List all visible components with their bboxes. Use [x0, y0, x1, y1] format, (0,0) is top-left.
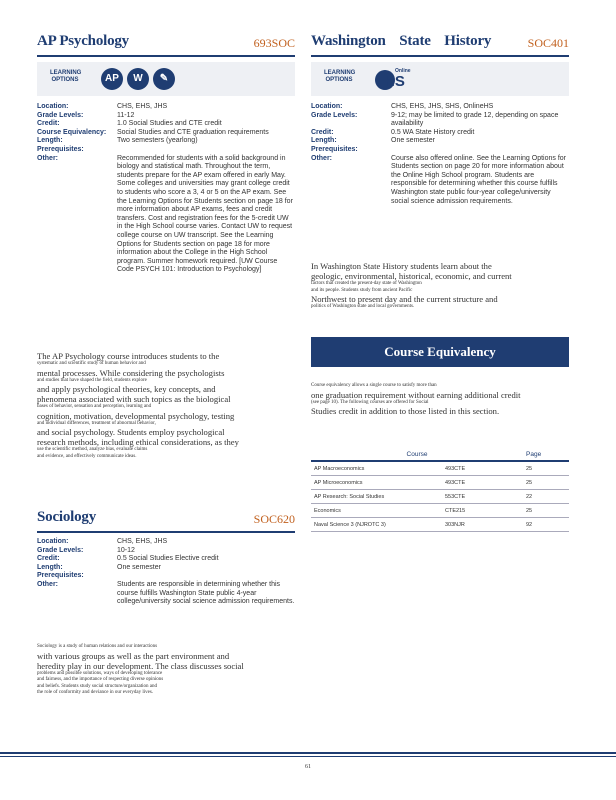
info-row [311, 103, 569, 112]
table-row [311, 476, 569, 490]
text-line: Sociology is a study of human relations and our interactions [37, 644, 158, 649]
info-value: CHS, EHS, JHS [117, 538, 168, 545]
text-line: and evidence, and effectively communicate ideas. [37, 453, 137, 459]
text-line: and studies that have shaped the field, students explore [37, 377, 147, 383]
course-name-cell: AP Research: Social Studies [311, 490, 442, 504]
course-code-cell: 553CTE [442, 490, 523, 504]
course-code-cell: 493CTE [442, 461, 523, 476]
info-label: Grade Levels: [311, 111, 358, 119]
table-header-row [311, 448, 569, 461]
course-code-cell: CTE215 [442, 504, 523, 518]
info-label: Prerequisites: [37, 145, 84, 153]
learning-options-box [311, 62, 569, 96]
text-line: The AP Psychology course introduces students to the [37, 351, 220, 361]
text-line: one graduation requirement without earning additional credit [311, 389, 521, 400]
info-label: Location: [311, 103, 343, 110]
info-row [311, 129, 569, 138]
course-code: SOC620 [253, 512, 295, 526]
page-cell: 25 [523, 476, 569, 490]
college-icon: ✎ [153, 68, 175, 90]
info-value: 9-12; may be limited to grade 12, depending on space availability [391, 111, 559, 128]
info-label: Credit: [37, 555, 60, 563]
course-code-cell: 493CTE [442, 476, 523, 490]
info-label: Grade Levels: [37, 546, 84, 554]
text-line: Northwest to present day and the current structure and [311, 294, 498, 304]
online-hs-icon: Online HS [375, 68, 415, 92]
sociology-header [37, 509, 295, 531]
learning-options-box [37, 62, 295, 96]
text-line: Studies credit in addition to those listed in this section. [311, 406, 500, 416]
course-equivalency-intro [311, 383, 569, 416]
wa-history-header [311, 33, 569, 55]
uw-icon: W [127, 68, 149, 90]
info-value: 1.0 Social Studies and CTE credit [117, 120, 222, 128]
text-line: heredity play in our development. The class discusses social [37, 660, 244, 671]
info-label: Course Equivalency: [37, 128, 107, 136]
info-row [37, 120, 295, 129]
info-label: Location: [37, 538, 69, 545]
text-line: In Washington State History students learn about the [311, 261, 492, 271]
learning-options-label: LEARNING OPTIONS [324, 70, 356, 83]
info-row [37, 547, 295, 556]
info-label: Length: [37, 563, 63, 571]
course-name-cell: Naval Science 3 (NJROTC 3) [311, 518, 442, 532]
info-value [117, 572, 295, 581]
wa-history-description [311, 261, 569, 311]
info-value: 10-12 [117, 546, 135, 554]
text-line: Course equivalency allows a single course to satisfy more than [311, 383, 437, 388]
ap-psych-header [37, 33, 295, 55]
info-label: Credit: [37, 120, 60, 128]
course-code: 693SOC [253, 36, 295, 50]
info-value: Social Studies and CTE graduation requirements [117, 128, 269, 136]
text-line: and its people. Students study from ancient Pacific [311, 287, 413, 293]
column-header-page: Page [523, 448, 569, 461]
text-line: and apply psychological theories, key concepts, and [37, 384, 216, 394]
page-cell: 22 [523, 490, 569, 504]
course-equivalency-table [311, 448, 569, 532]
info-value [117, 146, 295, 155]
info-row [37, 112, 295, 121]
info-row [37, 103, 295, 112]
info-value: Two semesters (yearlong) [117, 137, 198, 145]
course-title: Sociology [37, 509, 97, 525]
info-row [311, 155, 569, 207]
text-line: mental processes. While considering the psychologists [37, 367, 225, 378]
page-cell: 92 [523, 518, 569, 532]
info-row [37, 572, 295, 581]
page-cell: 25 [523, 504, 569, 518]
info-label: Other: [37, 580, 58, 588]
table-row [311, 518, 569, 532]
text-line: systematic and scientific study of human behavior and [37, 361, 146, 366]
footer-rule-thin [0, 756, 616, 757]
info-row [311, 137, 569, 146]
info-label: Length: [311, 137, 337, 145]
info-value: 11-12 [117, 111, 135, 119]
info-value: One semester [391, 137, 435, 145]
course-title: Washington State History [311, 33, 492, 49]
text-line: and beliefs. Students study social structure/organization and [37, 683, 158, 689]
wa-history-info [311, 103, 569, 206]
info-label: Grade Levels: [37, 111, 84, 119]
info-value: CHS, EHS, JHS [117, 103, 168, 110]
text-line: with various groups as well as the part environment and [37, 650, 230, 661]
header-rule [311, 55, 569, 57]
text-line: politics of Washington state and local governments. [311, 304, 415, 309]
page-cell: 25 [523, 461, 569, 476]
course-name-cell: Economics [311, 504, 442, 518]
page-number: 61 [305, 764, 311, 770]
column-header-course: Course [311, 448, 523, 461]
header-rule [37, 55, 295, 57]
info-value: Students are responsible in determining whether this course fulfills Washington State public 4-year college/university social science admission requirements. [117, 580, 295, 606]
info-row [37, 538, 295, 547]
course-title: AP Psychology [37, 33, 129, 49]
text-line: (see page 10). The following courses are offered for Social [311, 399, 429, 405]
text-line: use the scientific method, analyze bias, evaluate claims [37, 447, 148, 452]
sociology-info [37, 538, 295, 607]
header-rule [37, 531, 295, 533]
text-line: research methods, including ethical considerations, as they [37, 437, 239, 447]
text-line: the role of conformity and deviance in our everyday lives. [37, 690, 154, 695]
text-line: phenomena associated with such topics as the biological [37, 394, 231, 404]
info-row [37, 129, 295, 138]
info-value: 0.5 WA State History credit [391, 128, 475, 136]
course-code-cell: 303NJR [442, 518, 523, 532]
info-value: One semester [117, 563, 161, 571]
text-line: cognition, motivation, developmental psychology, testing [37, 410, 235, 421]
course-name-cell: AP Macroeconomics [311, 461, 442, 476]
info-label: Credit: [311, 128, 334, 136]
table-row [311, 490, 569, 504]
course-code: SOC401 [527, 36, 569, 50]
course-name-cell: AP Microeconomics [311, 476, 442, 490]
info-label: Prerequisites: [311, 145, 358, 153]
info-label: Other: [311, 154, 332, 162]
info-row [311, 146, 569, 155]
ap-psych-info [37, 103, 295, 275]
text-line: and social psychology. Students employ psychological [37, 427, 225, 437]
info-value: Recommended for students with a solid background in biology and statistical math. Throughout the term, students prepare for the AP exam offered in early May. Some colleges and universities may grant college credit to students who score a 3, 4 or 5 on the AP exam. See the Learning Options for Students section on page 18 for more information about AP exams, fees and credit transfers. Cost and registration fees for the 5-credit UW in the High School course varies. Contact UW to request college course on UW transcript. See the Learning Options for Students section on page 18 for more information about the College in the High School program. Summer homework required. [UW Course Code PSYCH 101: Introduction to Psychology] [117, 154, 293, 274]
text-line: bases of behavior, sensation and perception, learning and [37, 404, 152, 409]
text-line: and fairness, and the importance of respecting diverse opinions [37, 677, 164, 682]
learning-options-label: LEARNING OPTIONS [50, 70, 82, 83]
info-value: Course also offered online. See the Learning Options for Students section on page 20 for more information about the Online High School program. Students are responsible for determining whether this course fulfills Washington state public four-year college/university social science admission requirements. [391, 154, 566, 205]
info-value: CHS, EHS, JHS, SHS, OnlineHS [391, 103, 494, 110]
text-line: problems and possible solutions, ways of developing tolerance [37, 670, 163, 676]
text-line: geologic, environmental, historical, economic, and current [311, 271, 512, 281]
info-row [37, 146, 295, 155]
info-label: Location: [37, 103, 69, 110]
text-line: factors that created the present-day state of Washington [311, 281, 422, 286]
info-row [37, 564, 295, 573]
info-label: Prerequisites: [37, 572, 84, 580]
info-label: Length: [37, 137, 63, 145]
ap-psych-description [37, 351, 295, 460]
info-row [37, 555, 295, 564]
info-value [391, 146, 569, 155]
ap-icon: AP [101, 68, 123, 90]
info-value: 0.5 Social Studies Elective credit [117, 555, 219, 563]
table-row [311, 504, 569, 518]
course-equivalency-banner: Course Equivalency [311, 337, 569, 367]
info-row [311, 112, 569, 129]
sociology-description [37, 644, 295, 697]
text-line: and individual differences, treatment of abnormal behavior, [37, 420, 156, 426]
info-row [37, 581, 295, 607]
footer-rule [0, 752, 616, 754]
info-row [37, 155, 295, 275]
table-row [311, 461, 569, 476]
info-label: Other: [37, 154, 58, 162]
info-row [37, 137, 295, 146]
